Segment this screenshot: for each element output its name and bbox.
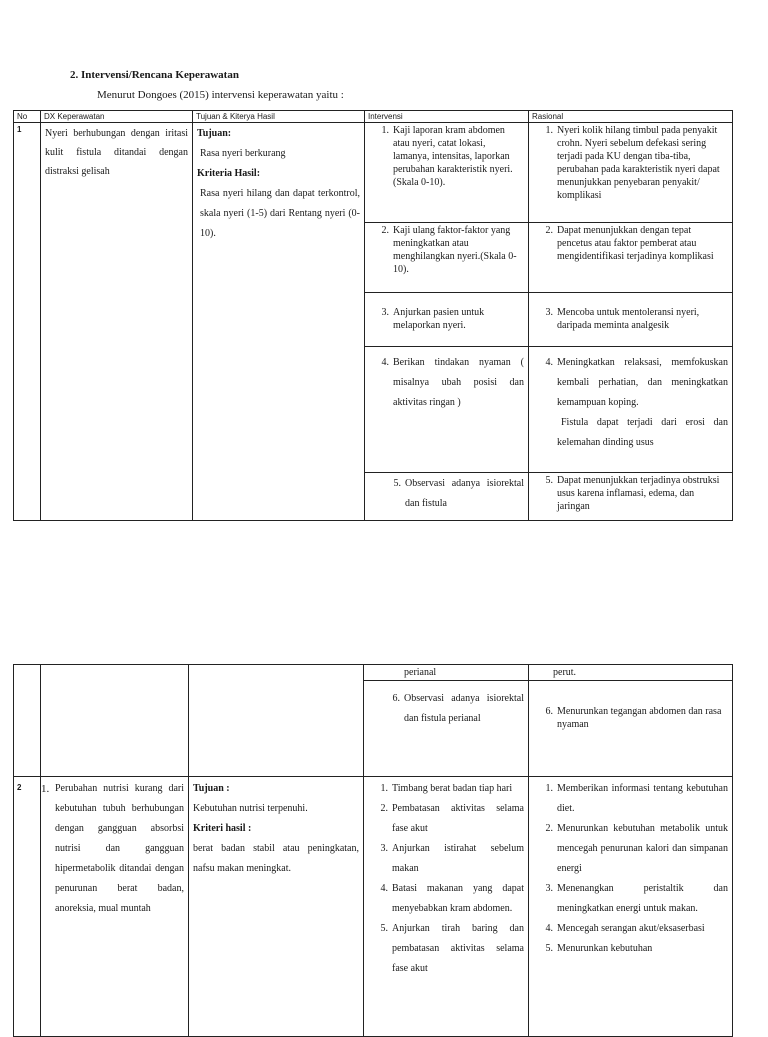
- diagnosis-cell: [41, 665, 189, 777]
- list-item: 6. Menurunkan tegangan abdomen dan rasa nyaman: [545, 706, 722, 730]
- table-row: [14, 777, 733, 1037]
- goal-cell: [193, 123, 365, 521]
- list-item: 5. Observasi adanya isiorektal dan fistula: [393, 478, 524, 509]
- list-item: 2. Kaji ulang faktor-faktor yang meningkatkan atau menghilangkan nyeri.(Skala 0-10).: [381, 225, 517, 275]
- rationale-cell: [529, 473, 733, 521]
- goal-cell: [189, 777, 364, 1037]
- intervention-table-continued: [13, 664, 733, 1037]
- header-no: No: [14, 111, 41, 123]
- list-item: 5. Anjurkan tirah baring dan pembatasan aktivitas selama fase akut: [380, 923, 524, 974]
- list-item: 6. Observasi adanya isiorektal dan fistula perianal: [392, 693, 524, 724]
- criteria-label: Kriteria Hasil:: [197, 168, 261, 179]
- rationale-extra: Fistula dapat terjadi dari erosi dan kelemahan dinding usus: [557, 417, 728, 448]
- list-item: 1. Memberikan informasi tentang kebutuhan diet.: [545, 783, 728, 814]
- section-heading: 2. Intervensi/Rencana Keperawatan: [70, 69, 239, 81]
- intervention-cell: [365, 123, 529, 223]
- header-tujuan: Tujuan & Kiterya Hasil: [193, 111, 365, 123]
- list-item: 4. Berikan tindakan nyaman ( misalnya ubah posisi dan aktivitas ringan ): [381, 357, 524, 408]
- list-item: 5. Menurunkan kebutuhan: [545, 943, 653, 954]
- table-row: [14, 123, 733, 223]
- list-item: 5. Dapat menunjukkan terjadinya obstruksi usus karena inflamasi, edema, dan jaringan: [545, 475, 720, 512]
- list-item: 1. Perubahan nutrisi kurang dari kebutuhan tubuh berhubungan dengan gangguan absorbsi nutrisi dan gangguan hipermetabolik ditandai dengan penurunan berat badan, anoreksia, mual muntah: [41, 783, 184, 914]
- goal-label: Tujuan :: [193, 783, 230, 794]
- intervention-cell: [365, 473, 529, 521]
- rationale-tail: perut.: [553, 667, 577, 678]
- list-item: 2. Pembatasan aktivitas selama fase akut: [380, 803, 524, 834]
- intro-text: Menurut Dongoes (2015) intervensi keperawatan yaitu :: [97, 89, 344, 101]
- rationale-cell: [529, 123, 733, 223]
- list-item: 3. Menenangkan peristaltik dan meningkatkan energi untuk makan.: [545, 883, 728, 914]
- list-item: 3. Anjurkan istirahat sebelum makan: [380, 843, 524, 874]
- list-item: 3. Mencoba untuk mentoleransi nyeri, daripada meminta analgesik: [545, 307, 700, 331]
- header-rasional: Rasional: [529, 111, 733, 123]
- table-header-row: [14, 111, 733, 123]
- criteria-label: Kriteri hasil :: [193, 823, 252, 834]
- criteria-text: Rasa nyeri hilang dan dapat terkontrol, skala nyeri (1-5) dari Rentang nyeri (0-10).: [200, 188, 360, 239]
- intervention-table: [13, 110, 733, 521]
- intervention-tail: perianal: [404, 667, 437, 678]
- row-number: 1: [14, 123, 41, 521]
- intervention-cell: [364, 665, 529, 681]
- list-item: 2. Menurunkan kebutuhan metabolik untuk mencegah penurunan kalori dan simpanan energi: [545, 823, 728, 874]
- goal-cell: [189, 665, 364, 777]
- list-item: 4. Meningkatkan relaksasi, memfokuskan kembali perhatian, dan meningkatkan kemampuan koping. Fistula dapat terjadi dari erosi dan kelemahan dinding usus: [545, 357, 728, 448]
- diagnosis-text: Nyeri berhubungan dengan iritasi kulit fistula ditandai dengan distraksi gelisah: [45, 128, 188, 177]
- list-item: 3. Anjurkan pasien untuk melaporkan nyeri.: [381, 307, 485, 331]
- header-intervensi: Intervensi: [365, 111, 529, 123]
- intervention-cell: [364, 681, 529, 777]
- rationale-cell: [529, 665, 733, 681]
- rationale-cell: [529, 347, 733, 473]
- row-number: 2: [14, 777, 41, 1037]
- rationale-cell: [529, 223, 733, 293]
- intervention-cell: [365, 347, 529, 473]
- header-dx: DX Keperawatan: [41, 111, 193, 123]
- rationale-cell: [529, 681, 733, 777]
- row-number: [14, 665, 41, 777]
- criteria-text: berat badan stabil atau peningkatan, nafsu makan meningkat.: [193, 843, 359, 874]
- list-item: 2. Dapat menunjukkan dengan tepat pencetus atau faktor pemberat atau mengidentifikasi terjadinya komplikasi: [545, 225, 714, 262]
- list-item: 4. Mencegah serangan akut/eksaserbasi: [545, 923, 705, 934]
- rationale-cell: [529, 293, 733, 347]
- list-item: 4. Batasi makanan yang dapat menyebabkan kram abdomen.: [380, 883, 524, 914]
- diagnosis-cell: [41, 123, 193, 521]
- list-item: 1. Kaji laporan kram abdomen atau nyeri, catat lokasi, lamanya, intensitas, laporkan perubahan karakteristik nyeri.(Skala 0-10).: [381, 125, 513, 188]
- goal-text: Rasa nyeri berkurang: [200, 148, 286, 159]
- table-row: [14, 665, 733, 681]
- list-item: 1. Nyeri kolik hilang timbul pada penyakit crohn. Nyeri sebelum defekasi sering terjadi pada KU dengan tiba-tiba, perubahan pada karakteristik nyeri dapat menunjukkan penyebaran penyakit/ komplikasi: [545, 125, 720, 201]
- diagnosis-cell: [41, 777, 189, 1037]
- list-item: 1. Timbang berat badan tiap hari: [380, 783, 513, 794]
- goal-text: Kebutuhan nutrisi terpenuhi.: [193, 803, 308, 814]
- rationale-cell: [529, 777, 733, 1037]
- intervention-cell: [365, 293, 529, 347]
- intervention-cell: [365, 223, 529, 293]
- goal-label: Tujuan:: [197, 128, 232, 139]
- intervention-cell: [364, 777, 529, 1037]
